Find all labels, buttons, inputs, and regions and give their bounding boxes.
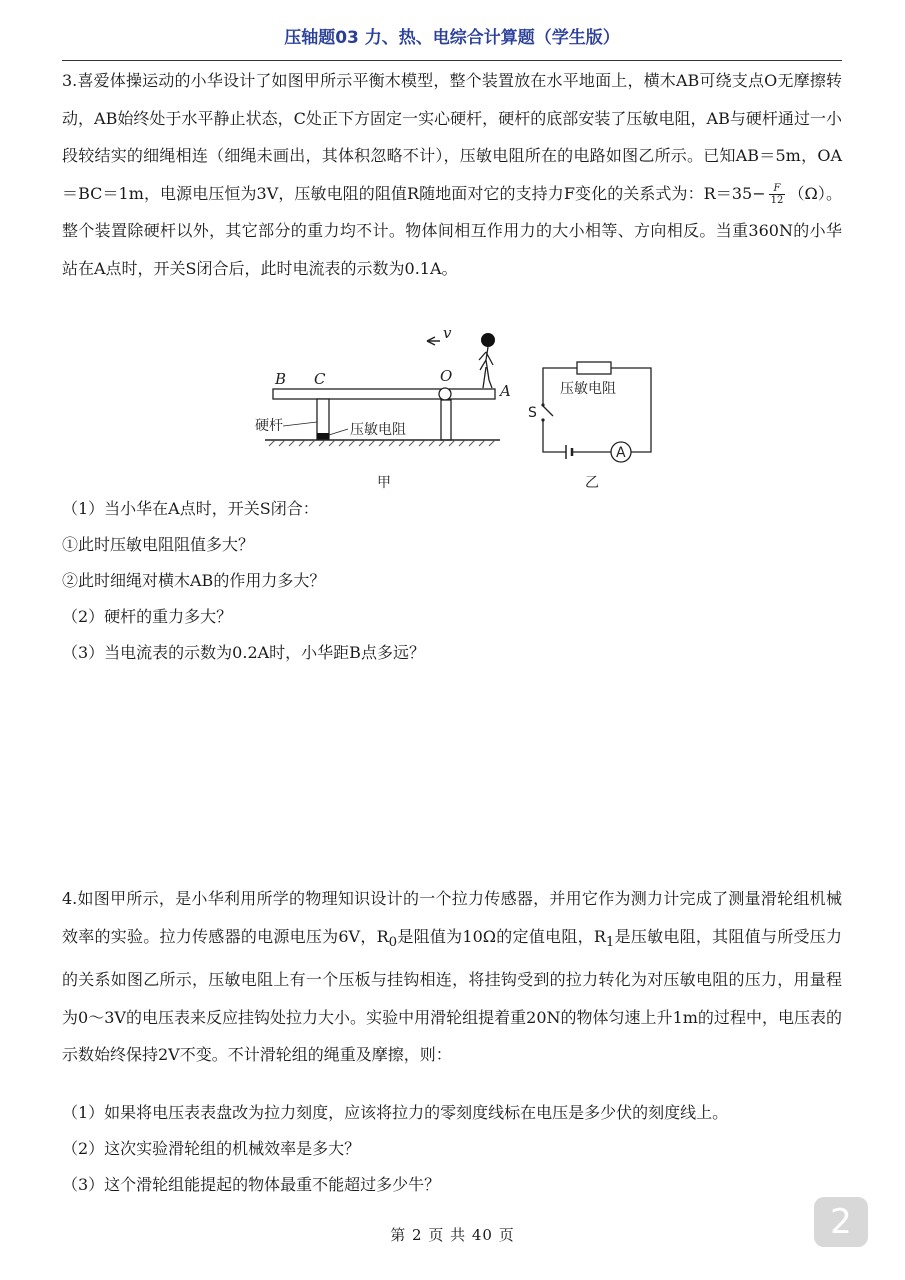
figure-yi-caption: 乙 <box>585 475 599 491</box>
fraction-denominator: 12 <box>770 194 784 206</box>
resistor-label: 压敏电阻 <box>560 381 616 397</box>
point-a-label: A <box>500 382 511 400</box>
q3-text-after: （Ω）。整个装置除硬杆以外，其它部分的重力均不计。物体间相互作用力的大小相等、方向相反。当重360N的小华站在A点时，开关S闭合后，此时电流表的示数为0.1A。 <box>62 183 842 278</box>
page-title: 压轴题03 力、热、电综合计算题（学生版） <box>284 28 620 48</box>
q3-text-before: 3.喜爱体操运动的小华设计了如图甲所示平衡木模型，整个装置放在水平地面上，横木AB可绕支点O无摩擦转动，AB始终处于水平静止状态，C处正下方固定一实心硬杆，硬杆的底部安装了压敏电阻，AB与硬杆通过一小段较结实的细绳相连（细绳未画出，其体积忽略不计），压敏电阻所在的电路如图乙所示。已知AB＝5m，OA＝BC＝1m，电源电压恒为3V，压敏电阻的阻值R随地面对它的支持力F变化的关系式为：R＝35− <box>62 71 842 203</box>
q4-sub1: （1）如果将电压表表盘改为拉力刻度，应该将拉力的零刻度线标在电压是多少伏的刻度线上。 <box>62 1103 729 1122</box>
q4-sub3: （3）这个滑轮组能提起的物体最重不能超过多少牛？ <box>62 1175 441 1194</box>
switch-icon <box>543 406 553 416</box>
beam-ab <box>273 389 495 399</box>
q3-sub3: （3）当电流表的示数为0.2A时，小华距B点多远？ <box>62 643 425 662</box>
question-3-text <box>62 62 842 287</box>
rod-label: 硬杆 <box>255 418 283 434</box>
page-footer: 第 2 页 共 40 页 <box>390 1226 515 1244</box>
formula-fraction <box>769 183 786 206</box>
pressure-sensor-block <box>317 433 329 440</box>
q4-sub2: （2）这次实验滑轮组的机械效率是多大？ <box>62 1139 361 1158</box>
fraction-numerator: F <box>769 183 786 195</box>
question-4-text <box>62 880 842 1074</box>
page-header <box>62 20 842 61</box>
q3-sub1b: ②此时细绳对横木AB的作用力多大？ <box>62 571 326 590</box>
figure-jia-caption: 甲 <box>377 475 391 491</box>
q3-figure <box>255 322 675 494</box>
pressure-resistor-icon <box>577 362 611 374</box>
pivot-o-icon <box>439 388 451 400</box>
velocity-label: v <box>443 324 452 342</box>
ammeter-label: A <box>616 445 626 461</box>
q3-sub1: （1）当小华在A点时，开关S闭合： <box>62 499 319 518</box>
balance-beam-and-circuit-diagram <box>255 322 675 494</box>
point-o-label: O <box>440 367 453 385</box>
q3-sub2: （2）硬杆的重力多大？ <box>62 607 233 626</box>
switch-label: S <box>528 405 537 421</box>
page-number-badge: 2 <box>814 1197 868 1247</box>
point-b-label: B <box>275 370 287 388</box>
r1-subscript: 1 <box>605 934 615 950</box>
point-c-label: C <box>314 370 326 388</box>
figure-jia <box>255 324 511 491</box>
figure-yi <box>528 362 651 491</box>
ground-hatch <box>269 440 495 446</box>
q3-sub1a: ①此时压敏电阻阻值多大？ <box>62 535 255 554</box>
person-head-icon <box>481 333 495 347</box>
person-figure-icon <box>479 347 493 388</box>
q4-text-part2: 是阻值为10Ω的定值电阻，R <box>397 926 606 946</box>
sensor-label: 压敏电阻 <box>350 422 406 438</box>
q4-text-part3: 是压敏电阻，其阻值与所受压力的关系如图乙所示，压敏电阻上有一个压板与挂钩相连，将挂钩受到的拉力转化为对压敏电阻的压力，用量程为0～3V的电压表来反应挂钩处拉力大小。实验中用滑轮组提着重20N的物体匀速上升1m的过程中，电压表的示数始终保持2V不变。不计滑轮组的绳重及摩擦，则： <box>62 926 842 1065</box>
pivot-support <box>441 400 451 440</box>
r0-subscript: 0 <box>388 934 398 950</box>
q4-text-part1: 4.如图甲所示，是小华利用所学的物理知识设计的一个拉力传感器，并用它作为测力计完成了测量滑轮组机械效率的实验。拉力传感器的电源电压为6V，R <box>62 889 842 946</box>
